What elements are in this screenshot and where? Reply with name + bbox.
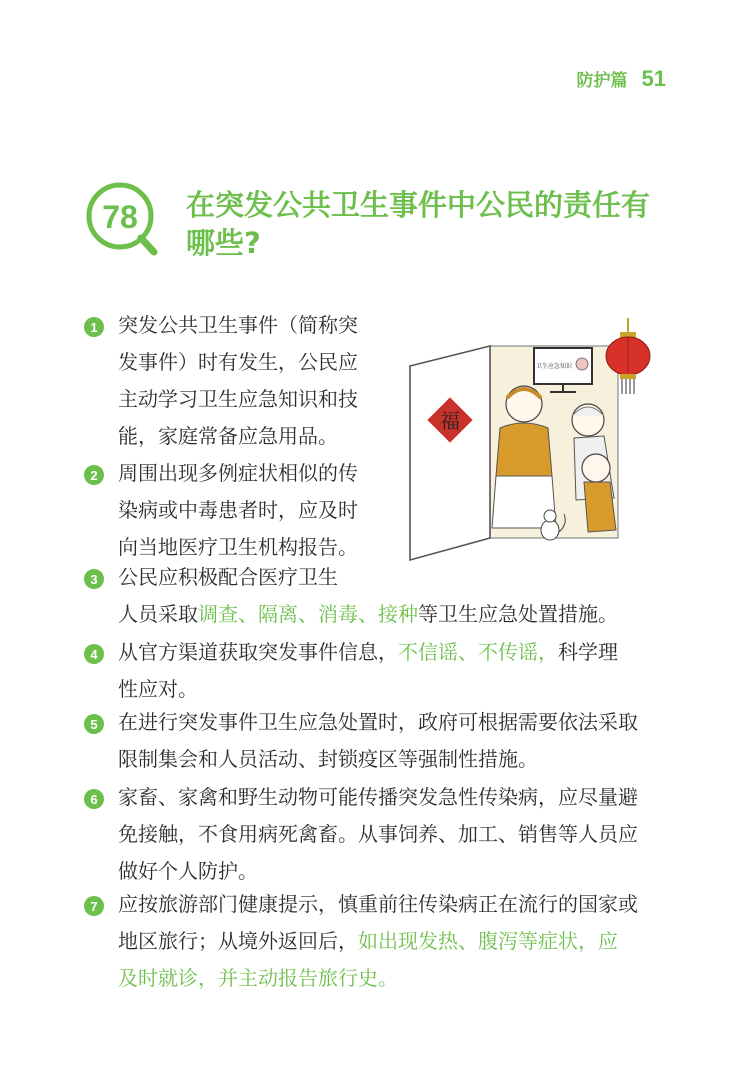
list-item-2	[84, 455, 394, 566]
list-item-6	[84, 779, 684, 890]
item-number-badge: 2	[84, 465, 104, 485]
section-title: 防护篇	[576, 71, 628, 91]
item-text: 从官方渠道获取突发事件信息，不信谣、不传谣，科学理 性应对。	[118, 640, 618, 701]
question-title-line2: 哪些?	[186, 226, 261, 260]
item-number-badge: 1	[84, 317, 104, 337]
fu-character: 福	[440, 409, 460, 433]
page-header	[577, 66, 666, 92]
question-badge	[84, 180, 160, 260]
magnifier-badge-icon	[84, 180, 160, 260]
item-number-badge: 6	[84, 789, 104, 809]
item-text: 在进行突发事件卫生应急处置时，政府可根据需要依法采取 限制集会和人员活动、封锁疫区等强制性措施。	[118, 710, 638, 771]
highlight-text: 调查、隔离、消毒、接种	[198, 602, 418, 626]
item-number-badge: 5	[84, 714, 104, 734]
list-item-4	[84, 634, 684, 708]
highlight-text: 如出现发热、腹泻等症状，应	[358, 929, 618, 953]
item-number-badge: 7	[84, 896, 104, 916]
list-item-3	[84, 559, 684, 633]
question-title-line1: 在突发公共卫生事件中公民的责任有	[186, 188, 651, 222]
list-item-7	[84, 886, 684, 997]
item-text: 应按旅游部门健康提示，慎重前往传染病正在流行的国家或 地区旅行；从境外返回后，如出现发热、腹泻等症状，应 及时就诊，并主动报告旅行史。	[118, 892, 638, 990]
item-number-badge: 4	[84, 644, 104, 664]
item-text: 周围出现多例症状相似的传 染病或中毒患者时，应及时 向当地医疗卫生机构报告。	[118, 461, 358, 559]
list-item-1	[84, 307, 394, 455]
family-illustration	[404, 318, 660, 568]
question-title	[186, 186, 676, 262]
item-text: 公民应积极配合医疗卫生 人员采取调查、隔离、消毒、接种等卫生应急处置措施。	[118, 565, 618, 626]
item-number-badge: 3	[84, 569, 104, 589]
page-number: 51	[641, 66, 666, 91]
item-text: 家畜、家禽和野生动物可能传播突发急性传染病，应尽量避 免接触，不食用病死禽畜。从事饲养、加工、销售等人员应 做好个人防护。	[118, 785, 638, 883]
question-number: 78	[102, 199, 138, 235]
highlight-text: 不信谣、不传谣，	[398, 640, 558, 664]
highlight-text: 及时就诊，并主动报告旅行史。	[118, 966, 398, 990]
item-text: 突发公共卫生事件（简称突 发事件）时有发生，公民应 主动学习卫生应急知识和技 能，家庭常备应急用品。	[118, 313, 358, 448]
list-item-5	[84, 704, 684, 778]
tv-text: 卫生应急知识	[535, 363, 573, 370]
